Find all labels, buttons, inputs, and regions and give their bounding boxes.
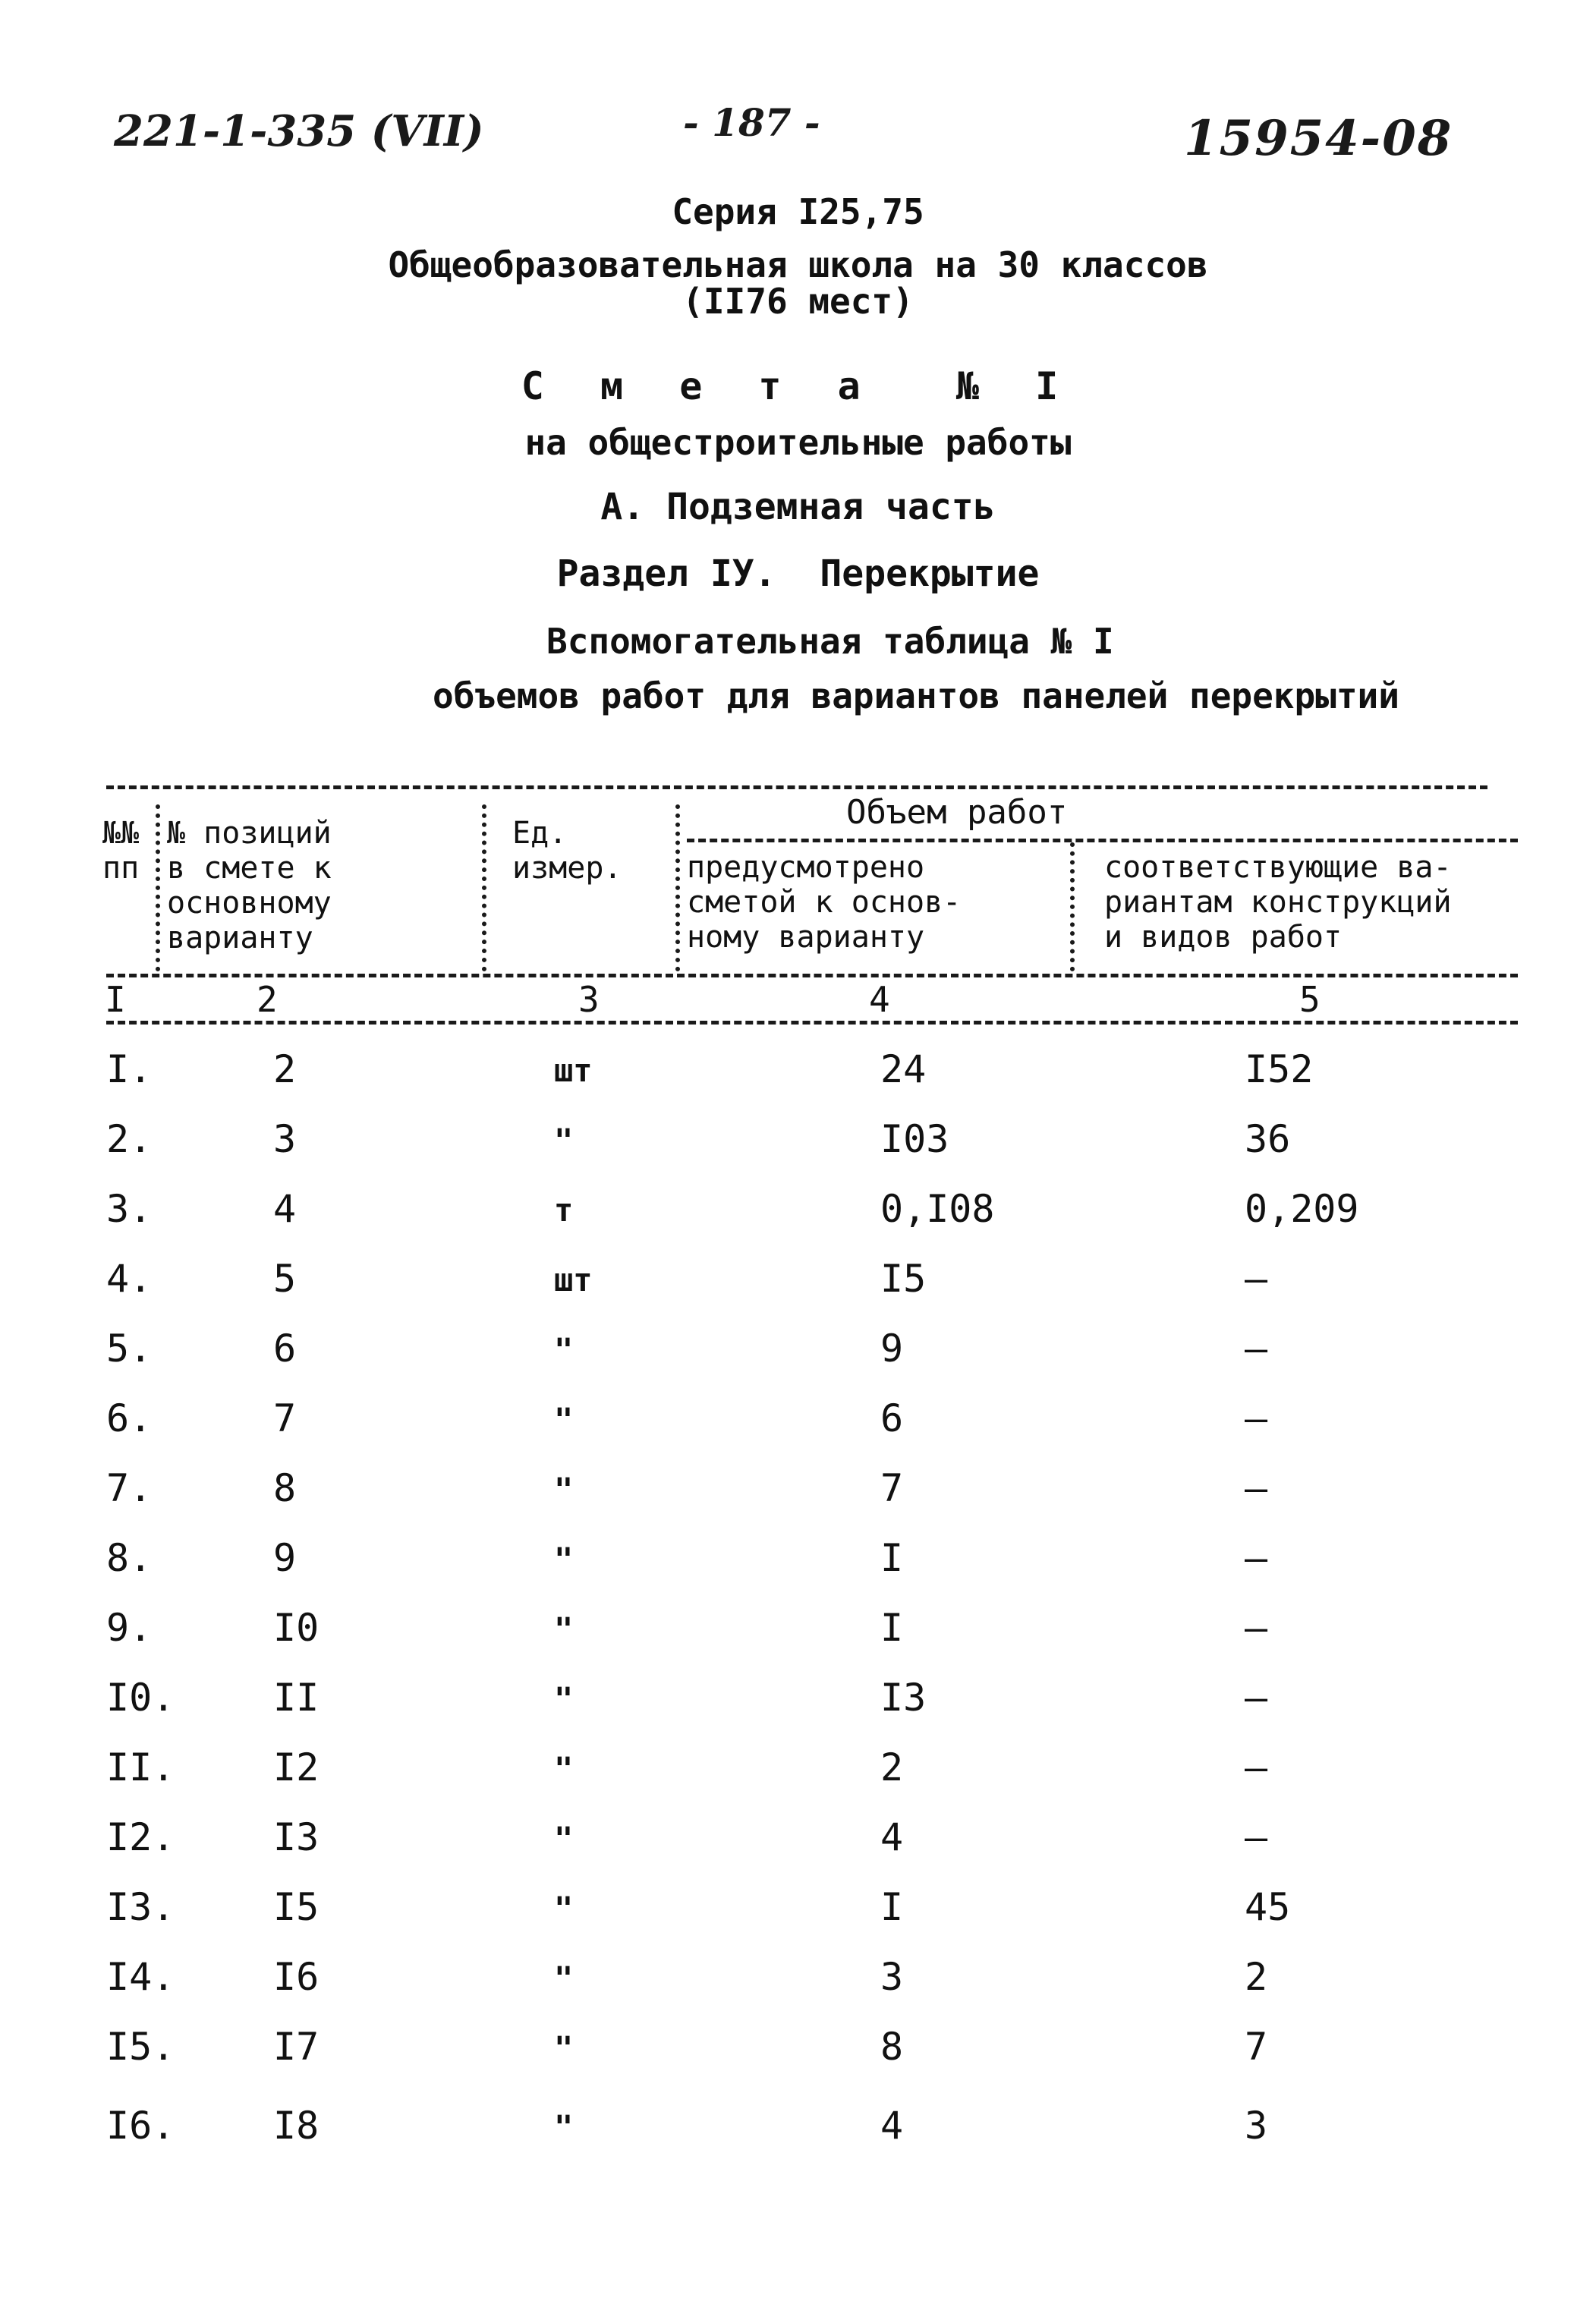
- base-volume: 8: [880, 2025, 904, 2069]
- table-row: [0, 1047, 1596, 1117]
- unit: ": [554, 1541, 574, 1578]
- row-number: 2.: [106, 1117, 153, 1161]
- variant-volume: –: [1245, 1745, 1268, 1789]
- table-subtitle: объемов работ для вариантов панелей перекрытий: [433, 675, 1399, 716]
- header-top-rule: [106, 785, 1487, 789]
- part-heading: А. Подземная часть: [600, 486, 996, 528]
- variant-volume: –: [1245, 1606, 1268, 1650]
- table-row: [0, 1536, 1596, 1606]
- position-number: I8: [273, 2104, 320, 2148]
- unit: ": [554, 1471, 574, 1508]
- column-number-5: 5: [1299, 979, 1321, 1020]
- row-number: I5.: [106, 2025, 175, 2069]
- estimate-subtitle: на общестроительные работы: [524, 422, 1072, 463]
- unit: ": [554, 2108, 574, 2145]
- variant-volume: –: [1245, 1676, 1268, 1720]
- base-volume: I: [880, 1885, 904, 1929]
- unit: ": [554, 2029, 574, 2066]
- unit: ": [554, 1680, 574, 1717]
- variant-volume: 2: [1245, 1955, 1268, 1999]
- position-number: 4: [273, 1187, 297, 1231]
- variant-volume: –: [1245, 1327, 1268, 1371]
- base-volume: I: [880, 1606, 904, 1650]
- position-number: 2: [273, 1047, 297, 1091]
- position-number: I7: [273, 2025, 320, 2069]
- header-col-2: № позиций в смете к основному варианту: [167, 816, 332, 955]
- table-row: [0, 1187, 1596, 1257]
- estimate-title: С м е т а № I: [521, 364, 1075, 408]
- header-divider-1: [156, 804, 160, 971]
- unit: т: [554, 1191, 574, 1229]
- column-number-rule: [106, 1021, 1518, 1025]
- series-title: Серия I25,75: [672, 191, 924, 232]
- row-number: 6.: [106, 1396, 153, 1440]
- row-number: I4.: [106, 1955, 175, 1999]
- row-number: 8.: [106, 1536, 153, 1580]
- variant-volume: –: [1245, 1257, 1268, 1301]
- header-divider-3: [675, 804, 680, 971]
- row-number: II.: [106, 1745, 175, 1789]
- table-row: [0, 1117, 1596, 1187]
- row-number: 5.: [106, 1327, 153, 1371]
- header-group-title: Объем работ: [846, 793, 1068, 832]
- row-number: I6.: [106, 2104, 175, 2148]
- position-number: 5: [273, 1257, 297, 1301]
- base-volume: I03: [880, 1117, 949, 1161]
- unit: ": [554, 1122, 574, 1159]
- position-number: 7: [273, 1396, 297, 1440]
- position-number: I5: [273, 1885, 320, 1929]
- school-description: Общеобразовательная школа на 30 классов: [388, 244, 1208, 285]
- row-number: 7.: [106, 1466, 153, 1510]
- row-number: 9.: [106, 1606, 153, 1650]
- position-number: 8: [273, 1466, 297, 1510]
- header-col-1: №№ пп: [102, 816, 140, 886]
- base-volume: I3: [880, 1676, 927, 1720]
- position-number: I6: [273, 1955, 320, 1999]
- variant-volume: –: [1245, 1815, 1268, 1859]
- position-number: 6: [273, 1327, 297, 1371]
- position-number: I3: [273, 1815, 320, 1859]
- position-number: I0: [273, 1606, 320, 1650]
- row-number: I0.: [106, 1676, 175, 1720]
- header-col-3: Ед. измер.: [512, 816, 622, 886]
- header-group-rule: [687, 839, 1518, 842]
- base-volume: I: [880, 1536, 904, 1580]
- base-volume: 9: [880, 1327, 904, 1371]
- header-col-5: соответствующие ва- риантам конструкций и видов работ: [1104, 850, 1452, 955]
- row-number: 3.: [106, 1187, 153, 1231]
- variant-volume: 0,209: [1245, 1187, 1359, 1231]
- table-row: [0, 1885, 1596, 1955]
- table-row: [0, 1745, 1596, 1815]
- variant-volume: 36: [1245, 1117, 1291, 1161]
- header-divider-2: [482, 804, 486, 971]
- unit: ": [554, 1331, 574, 1368]
- archive-number-handwritten: 15954-08: [1184, 110, 1453, 167]
- base-volume: 7: [880, 1466, 904, 1510]
- table-row: [0, 2025, 1596, 2095]
- base-volume: 3: [880, 1955, 904, 1999]
- variant-volume: –: [1245, 1466, 1268, 1510]
- unit: шт: [554, 1261, 593, 1298]
- variant-volume: –: [1245, 1396, 1268, 1440]
- header-col-4: предусмотрено сметой к основ- ному варианту: [687, 850, 962, 955]
- unit: ": [554, 1610, 574, 1648]
- base-volume: 0,I08: [880, 1187, 995, 1231]
- base-volume: 4: [880, 2104, 904, 2148]
- table-title: Вспомогательная таблица № I: [546, 621, 1114, 662]
- position-number: 3: [273, 1117, 297, 1161]
- table-row: [0, 2104, 1596, 2173]
- header-bottom-rule: [106, 974, 1518, 977]
- row-number: I3.: [106, 1885, 175, 1929]
- base-volume: 4: [880, 1815, 904, 1859]
- row-number: I.: [106, 1047, 153, 1091]
- table-row: [0, 1955, 1596, 2025]
- table-row: [0, 1327, 1596, 1396]
- page-number-handwritten: - 187 -: [683, 100, 820, 145]
- row-number: 4.: [106, 1257, 153, 1301]
- variant-volume: 7: [1245, 2025, 1268, 2069]
- table-row: [0, 1396, 1596, 1466]
- unit: ": [554, 1820, 574, 1857]
- table-row: [0, 1257, 1596, 1327]
- unit: шт: [554, 1052, 593, 1089]
- position-number: I2: [273, 1745, 320, 1789]
- table-row: [0, 1466, 1596, 1536]
- base-volume: 2: [880, 1745, 904, 1789]
- table-row: [0, 1606, 1596, 1676]
- column-number-3: 3: [578, 979, 600, 1020]
- section-heading: Раздел IУ. Перекрытие: [556, 552, 1040, 595]
- school-capacity: (II76 мест): [682, 281, 914, 322]
- position-number: II: [273, 1676, 320, 1720]
- table-row: [0, 1676, 1596, 1745]
- document-code-handwritten: 221-1-335 (VII): [114, 106, 484, 156]
- header-divider-4: [1070, 842, 1075, 971]
- base-volume: 6: [880, 1396, 904, 1440]
- table-row: [0, 1815, 1596, 1885]
- variant-volume: I52: [1245, 1047, 1314, 1091]
- column-number-2: 2: [257, 979, 278, 1020]
- position-number: 9: [273, 1536, 297, 1580]
- base-volume: 24: [880, 1047, 927, 1091]
- variant-volume: 45: [1245, 1885, 1291, 1929]
- variant-volume: 3: [1245, 2104, 1268, 2148]
- unit: ": [554, 1959, 574, 1997]
- column-number-1: I: [105, 979, 126, 1020]
- unit: ": [554, 1750, 574, 1787]
- base-volume: I5: [880, 1257, 927, 1301]
- variant-volume: –: [1245, 1536, 1268, 1580]
- unit: ": [554, 1890, 574, 1927]
- row-number: I2.: [106, 1815, 175, 1859]
- column-number-4: 4: [869, 979, 890, 1020]
- unit: ": [554, 1401, 574, 1438]
